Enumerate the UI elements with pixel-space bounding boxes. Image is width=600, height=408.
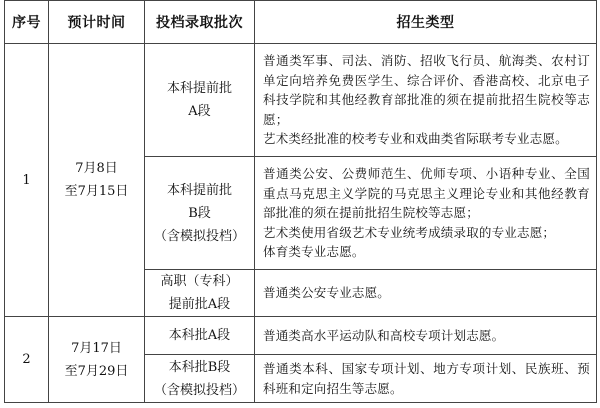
type-line: 普通类公安专业志愿。 bbox=[263, 285, 391, 301]
batch-line: A段 bbox=[188, 104, 211, 119]
header-row bbox=[5, 1, 597, 44]
header-batch: 投档录取批次 bbox=[145, 1, 255, 44]
batch-cell bbox=[145, 44, 255, 157]
batch-cell bbox=[145, 355, 255, 403]
batch-line: 本科批B段 bbox=[168, 359, 231, 375]
type-cell bbox=[255, 44, 597, 157]
batch-line: 本科提前批 bbox=[166, 182, 232, 198]
header-type: 招生类型 bbox=[255, 1, 597, 44]
seq-number: 2 bbox=[22, 352, 31, 367]
batch-cell bbox=[145, 157, 255, 270]
enrollment-schedule-table bbox=[4, 0, 597, 403]
time-end: 至7月15日 bbox=[64, 184, 129, 199]
batch-line: B段 bbox=[188, 205, 211, 221]
type-line: 普通类军事、司法、消防、招收飞行员、航海类、农村订单定向培养免费医学生、综合评价、香港高校、北京电子科技学院和其他经教育部批准的须在提前批招生院校等志愿； bbox=[263, 53, 590, 127]
header-time: 预计时间 bbox=[49, 1, 145, 44]
type-cell bbox=[255, 355, 597, 403]
type-line: 普通类高水平运动队和高校专项计划志愿。 bbox=[263, 327, 505, 343]
seq-cell bbox=[5, 44, 49, 317]
time-cell bbox=[49, 44, 145, 317]
batch-line: 高职（专科） bbox=[160, 274, 239, 289]
table-row bbox=[5, 44, 597, 157]
time-end: 至7月29日 bbox=[64, 363, 129, 379]
type-line: 体育类专业志愿。 bbox=[263, 244, 365, 260]
time-start: 7月8日 bbox=[75, 161, 118, 176]
table-row bbox=[5, 317, 597, 355]
batch-line: 提前批A段 bbox=[168, 297, 231, 312]
type-line: 艺术类使用省级艺术专业统考成绩录取的专业志愿； bbox=[263, 224, 556, 240]
type-cell bbox=[255, 270, 597, 317]
type-line: 普通类本科、国家专项计划、地方专项计划、民族班、预科班和定向招生等志愿。 bbox=[263, 361, 590, 396]
batch-cell bbox=[145, 270, 255, 317]
batch-line: （含模拟投档） bbox=[153, 228, 245, 244]
batch-cell bbox=[145, 317, 255, 355]
batch-line: 本科提前批 bbox=[166, 81, 232, 96]
type-line: 普通类公安、公费师范生、优师专项、小语种专业、全国重点马克思主义学院的马克思主义理论专业和其他经教育部批准的须在提前批招生院校等志愿； bbox=[263, 166, 590, 221]
seq-number: 1 bbox=[22, 172, 31, 188]
header-seq: 序号 bbox=[5, 1, 49, 44]
seq-cell bbox=[5, 317, 49, 403]
batch-line: （含模拟投档） bbox=[153, 382, 245, 398]
batch-line: 本科批A段 bbox=[168, 328, 231, 343]
type-cell bbox=[255, 317, 597, 355]
time-cell bbox=[49, 317, 145, 403]
type-cell bbox=[255, 157, 597, 270]
type-line: 艺术类经批准的校考专业和戏曲类省际联考专业志愿。 bbox=[263, 131, 568, 147]
time-start: 7月17日 bbox=[71, 340, 122, 356]
